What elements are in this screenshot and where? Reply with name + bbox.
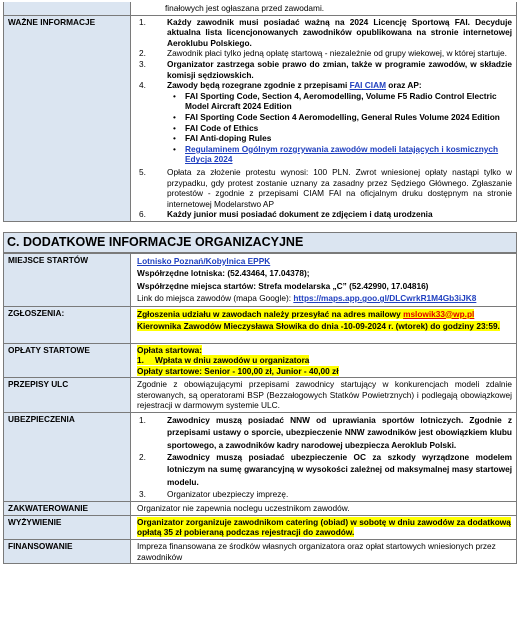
fees-value: Opłata startowa: 1. Wpłata w dniu zawodów u organizatora Opłaty startowe: Senior - 100,00 zł, Junior - 40,00 zł: [131, 343, 517, 378]
insurance-value: [131, 413, 517, 502]
important-info-list: [131, 15, 517, 221]
list-item: 2. Zawodnicy muszą posiadać ubezpieczenie OC za szkody wyrządzone modelem lotniczym na sumę gwarancyjną w wysokości zależnej od maksymalnej masy startowej modelu.: [139, 451, 512, 487]
section-c-heading: C. DODATKOWE INFORMACJE ORGANIZACYJNE: [3, 232, 517, 253]
table-row: [4, 378, 517, 413]
list-item: 3. Organizator zastrzega sobie prawo do zmian, także w programie zawodów, w składzie komisji sędziowskich.: [139, 58, 512, 80]
financing-value: Impreza finansowana ze środków własnych organizatora oraz opłat startowych wniesionych przez zawodników: [131, 539, 517, 563]
registration-value: Zgłoszenia udziału w zawodach należy przesyłać na adres mailowy mslowik33@wp.pl Kierownika Zawodów Mieczysława Słowika do dnia -10-09-2024 r. (wtorek) do godziny 23:59.: [131, 306, 517, 343]
list-subitem: • FAI Sporting Code, Section 4, Aeromodelling, Volume F5 Radio Control Electric Model Aircraft 2024 Edition: [173, 90, 497, 112]
list-item: 5. Opłata za złożenie protestu wynosi: 100 PLN. Zwrot wniesionej opłaty nastąpi tylko w przypadku, gdy protest zostanie uznany za zasadny przez Sędziego Głównego. Zgłaszanie protestów - zgodnie z przepisami CIAM FAI na oficjalnym druku dostępnym na stronie internetowej Modelarstwo AP: [139, 166, 512, 209]
list-subitem: • FAI Anti-doping Rules: [173, 133, 272, 144]
fai-ciam-link[interactable]: FAI CIAM: [349, 80, 386, 91]
list-subitem: • FAI Code of Ethics: [173, 122, 259, 133]
table-row: [4, 253, 517, 306]
table-row: [4, 502, 517, 516]
list-item: 6. Każdy junior musi posiadać dokument ze zdjęciem i datą urodzenia: [139, 209, 433, 220]
fees-label: OPŁATY STARTOWE: [4, 343, 131, 378]
continued-text: finałowych jest ogłaszana przed zawodami.: [131, 2, 517, 15]
registration-label: ZGŁOSZENIA:: [4, 306, 131, 343]
accommodation-label: ZAKWATEROWANIE: [4, 502, 131, 516]
table-row: [4, 306, 517, 343]
ulc-label: PRZEPISY ULC: [4, 378, 131, 413]
table-row: [4, 413, 517, 502]
list-subitem: • FAI Sporting Code Section 4 Aeromodelling, General Rules Volume 2024 Edition: [173, 111, 500, 122]
list-item: 3. Organizator ubezpieczy imprezę.: [139, 488, 289, 499]
important-info-table: [3, 2, 517, 222]
important-info-label: WAŻNE INFORMACJE: [4, 15, 131, 221]
list-item: 2. Zawodnik płaci tylko jedną opłatę startową - niezależnie od grupy wiekowej, w której startuje.: [139, 48, 507, 59]
list-item: 1. Każdy zawodnik musi posiadać ważną na 2024 Licencję Sportową FAI. Decyduje aktualna lista licencjonowanych zawodników opublikowana na stronie internetowej Aeroklubu Polskiego.: [139, 16, 512, 48]
table-row: [4, 2, 517, 15]
list-subitem: • Regulaminem Ogólnym rozgrywania zawodów modeli latających i kosmicznych Edycja 2024: [137, 144, 512, 165]
organizational-info-table: [3, 253, 517, 564]
table-row: [4, 539, 517, 563]
table-row: [4, 15, 517, 221]
catering-value: Organizator zorganizuje zawodnikom catering (obiad) w sobotę w dniu zawodów za dodatkową opłatą 35 zł pobieraną podczas rejestracji do zawodów.: [131, 515, 517, 539]
catering-label: WYŻYWIENIE: [4, 515, 131, 539]
google-maps-link[interactable]: https://maps.app.goo.gl/DLCwrkR1M4Gb3iJK8: [293, 293, 477, 304]
list-item: 4. Zawody będą rozegrane zgodnie z przepisami FAI CIAM oraz AP:: [139, 80, 422, 91]
insurance-label: UBEZPIECZENIA: [4, 413, 131, 502]
table-row: [4, 515, 517, 539]
financing-label: FINANSOWANIE: [4, 539, 131, 563]
venue-label: MIEJSCE STARTÓW: [4, 253, 131, 306]
list-item: 1. Zawodnicy muszą posiadać NNW od uprawiania sportów lotniczych. Zgodnie z przepisami ustawy o sporcie, ubezpieczenie NNW zawodników jest obowiązkiem klubu sportowego, a zawodników kadry narodowej ubezpiecza Aeroklub Polski.: [139, 415, 512, 450]
email-link[interactable]: mslowik33@wp.pl: [403, 308, 475, 319]
ulc-value: Zgodnie z obowiązującymi przepisami zawodnicy startujący w konkurencjach modeli zdalnie sterowanych, są operatorami BSP (Bezzałogowych Statków Powietrznych) i podlegają obowiązkowej rejestracji w darmowym systemie ULC.: [131, 378, 517, 413]
venue-value: Lotnisko Poznań/Kobylnica EPPK Współrzędne lotniska: (52.43464, 17.04378); Współrzędne miejsca startów: Strefa modelarska „C” (52.42990, 17.04816) Link do miejsca zawodów (mapa Google): https://maps.app.goo.gl/DLCwrkR1M4Gb3iJK8: [131, 253, 517, 306]
accommodation-value: Organizator nie zapewnia noclegu uczestnikom zawodów.: [131, 502, 517, 516]
regulamin-link[interactable]: Regulaminem Ogólnym rozgrywania zawodów modeli latających i kosmicznych Edycja 2024: [185, 143, 499, 165]
airport-link[interactable]: Lotnisko Poznań/Kobylnica EPPK: [137, 255, 271, 266]
document-page: [0, 2, 521, 633]
table-row: [4, 343, 517, 378]
